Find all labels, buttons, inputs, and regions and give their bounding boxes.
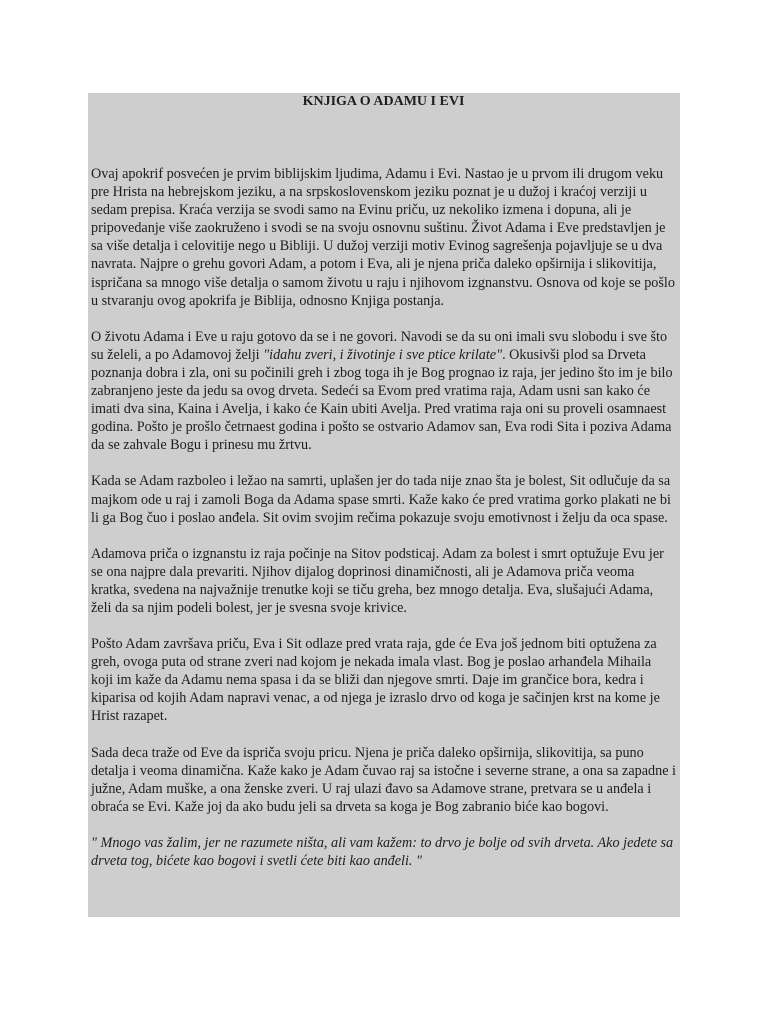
paragraph-archangel: Pošto Adam završava priču, Eva i Sit odlaze pred vrata raja, gde će Eva još jednom biti optužena za greh, ovoga puta od strane zveri nad kojom je nekada imala vlast. Bog je poslao arhanđela Mihaila koji im kaže da Adamu nema spasa i da se bliži dan njegove smrti. Daje im grančice bora, kedra i kiparisa od kojih Adam napravi venac, a od njega je izraslo drvo od koga je sačinjen krst na kome je Hrist razapet. <box>91 636 660 725</box>
document-title: KNJIGA O ADAMU I EVI <box>302 94 465 109</box>
paragraph-adam-illness: Kada se Adam razboleo i ležao na samrti, uplašen jer do tada nije znao šta je bolest, Sit odlučuje da sa majkom ode u raj i zamoli Boga da Adama spase smrti. Kaže kako će pred vratima gorko plakati ne bi li ga Bog čuo i poslao anđela. Sit ovim svojim rečima pokazuje svoju emotivnost i želju da oca spase. <box>91 473 671 526</box>
inline-quote: "idahu zveri, i životinje i sve ptice krilate" <box>263 346 503 363</box>
paragraph-eve-story: Sada deca traže od Eve da ispriča svoju pricu. Njena je priča daleko opširnija, slikovitija, sa puno detalja i veoma dinamična. Kaže kako je Adam čuvao raj sa istočne i severne strane, a ona sa zapadne i južne, Adam muške, a ona ženske zveri. U raj ulazi đavo sa Adamove strane, pretvara se u anđela i obraća se Evi. Kaže joj da ako budu jeli sa drveta sa koga je Bog zabranio biće kao bogovi. <box>91 744 676 815</box>
paragraph-text: O životu Adama i Eve u raju gotovo da se i ne govori. Navodi se da su oni imali svu slobodu i sve što su želeli, a po Adamovoj želji <box>91 328 668 363</box>
paragraph-adam-story: Adamova priča o izgnanstu iz raja počinje na Sitov podsticaj. Adam za bolest i smrt optužuje Evu jer se ona najpre dala prevariti. Njihov dijalog doprinosi dinamičnosti, ali je Adamova priča veoma kratka, svedena na najvažnije trenutke koji se tiču greha, bez mnogo detalja. Eva, slušajući Adama, želi da sa njim podeli bolest, jer je svesna svoje krivice. <box>91 545 664 616</box>
paragraph-text: . Okusivši plod sa Drveta poznanja dobra i zla, oni su počinili greh i zbog toga ih je Bog prognao iz raja, jer jedino što im je bilo zabranjeno jeste da jedu sa ovog drveta. Sedeći sa Evom pred vratima raja, Adam usni san kako će imati dva sina, Kaina i Avelja, i kako će Kain ubiti Avelja. Pred vratima raja oni su proveli osamnaest godina. Pošto je prošlo četrnaest godina i pošto se ostvario Adamov san, Eva rodi Sita i poziva Adama da se zahvale Bogu i prinesu mu žrtvu. <box>91 346 673 454</box>
paragraph-closing-quote: " Mnogo vas žalim, jer ne razumete ništa, ali vam kažem: to drvo je bolje od svih drveta. Ako jedete sa drveta tog, bićete kao bogovi i svetli ćete biti kao anđeli. " <box>91 834 674 869</box>
document-page <box>88 93 680 917</box>
paragraph-life-in-paradise <box>91 328 676 455</box>
paragraph-intro: Ovaj apokrif posvećen je prvim biblijskim ljudima, Adamu i Evi. Nastao je u prvom ili drugom veku pre Hrista na hebrejskom jeziku, a na srpskoslovenskom jeziku poznat je u dužoj i kraćoj verziji u sedam prepisa. Kraća verzija se svodi samo na Evinu priču, uz nekoliko izmena i dopuna, ali je pripovedanje više zaokruženo i svodi se na svoju osnovnu suštinu. Život Adama i Eve predstavljen je sa više detalja i celovitije nego u Bibliji. U dužoj verziji motiv Evinog sagrešenja pojavljuje se u dva navrata. Najpre o grehu govori Adam, a potom i Eva, ali je njena priča daleko opširnija i slikovitija, ispričana sa mnogo više detalja o samom životu u raju i njihovom izgnanstvu. Osnova od koje se pošlo u stvaranju ovog apokrifa je Biblija, odnosno Knjiga postanja. <box>91 166 675 309</box>
